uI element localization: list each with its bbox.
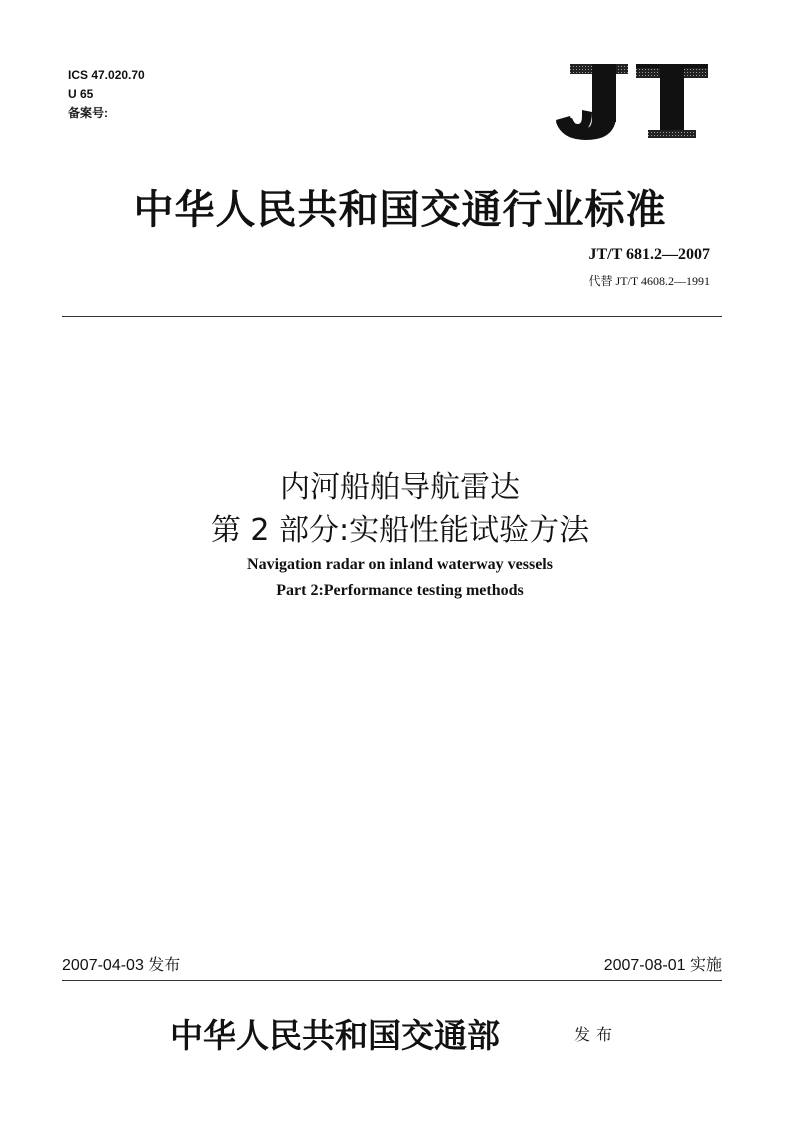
standard-organization-title: 中华人民共和国交通行业标准 bbox=[133, 186, 667, 233]
issuing-authority: 中华人民共和国交通部 bbox=[170, 1016, 500, 1055]
classification-block bbox=[68, 66, 145, 123]
release-date: 2007-04-03 发布 bbox=[62, 957, 181, 974]
title-chinese-line-2: 第 2 部分:实船性能试验方法 bbox=[210, 513, 590, 548]
jt-logo bbox=[552, 60, 712, 142]
replaces-standard: 代替 JT/T 4608.2—1991 bbox=[588, 274, 710, 288]
title-english-line-2: Part 2:Performance testing methods bbox=[276, 582, 524, 599]
implementation-date: 2007-08-01 实施 bbox=[603, 957, 722, 974]
category-code: U 65 bbox=[68, 87, 94, 101]
bottom-divider bbox=[62, 980, 722, 981]
title-chinese-line-1: 内河船舶导航雷达 bbox=[280, 470, 520, 505]
ics-code: ICS 47.020.70 bbox=[68, 68, 145, 82]
standard-code: JT/T 681.2—2007 bbox=[588, 246, 710, 263]
filing-number-label: 备案号: bbox=[68, 106, 108, 120]
top-divider bbox=[62, 316, 722, 317]
issue-label: 发布 bbox=[574, 1025, 619, 1044]
title-english-line-1: Navigation radar on inland waterway vessels bbox=[247, 556, 553, 573]
